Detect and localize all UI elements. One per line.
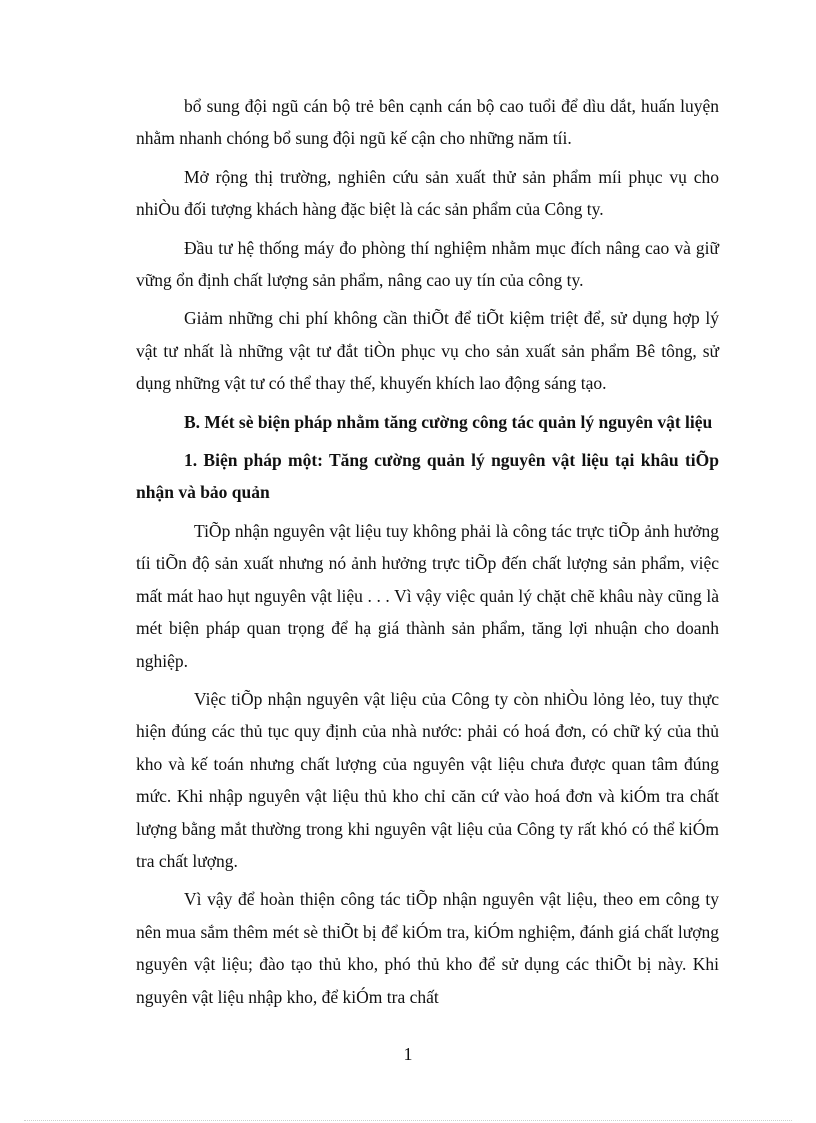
document-body (136, 90, 719, 1019)
paragraph-lab-investment: Đầu tư hệ thống máy đo phòng thí nghiệm nhằm mục đích nâng cao và giữ vững ổn định chất lượng sản phẩm, nâng cao uy tín của công ty. (136, 237, 719, 291)
section-heading: B. Mét sè biện pháp nhằm tăng cường công tác quản lý nguyên vật liệu (184, 411, 713, 432)
subsection-heading: 1. Biện pháp một: Tăng cường quản lý nguyên vật liệu tại khâu tiÕp nhận và bảo quản (136, 450, 719, 503)
paragraph-receiving-issues: Việc tiÕp nhận nguyên vật liệu của Công ty còn nhiÒu lỏng lẻo, tuy thực hiện đúng các thủ tục quy định của nhà nước: phải có hoá đơn, có chữ ký của thủ kho và kế toán nhưng chất lượng của nguyên vật liệu chưa được quan tâm đúng mức. Khi nhập nguyên vật liệu thủ kho chỉ căn cứ vào hoá đơn và kiÓm tra chất lượng bằng mắt thường trong khi nguyên vật liệu của Công ty rất khó có thể kiÓm tra chất lượng. (136, 688, 719, 871)
page-number: 1 (403, 1044, 413, 1064)
paragraph-staff-development: bổ sung đội ngũ cán bộ trẻ bên cạnh cán bộ cao tuổi để dìu dắt, huấn luyện nhằm nhanh chóng bổ sung đội ngũ kế cận cho những năm tíi. (136, 96, 719, 149)
paragraph-material-receiving: TiÕp nhận nguyên vật liệu tuy không phải là công tác trực tiÕp ảnh hưởng tíi tiÕn độ sản xuất nhưng nó ảnh hưởng trực tiÕp đến chất lượng sản phẩm, việc mất mát hao hụt nguyên vật liệu . . . Vì vậy việc quản lý chặt chẽ khâu này cũng là mét biện pháp quan trọng để hạ giá thành sản phẩm, tăng lợi nhuận cho doanh nghiệp. (136, 520, 719, 671)
paragraph-market-expansion: Mở rộng thị trường, nghiên cứu sản xuất thử sản phẩm míi phục vụ cho nhiÒu đối tượng khách hàng đặc biệt là các sản phẩm của Công ty. (136, 166, 719, 220)
paragraph-improvement-proposal: Vì vậy để hoàn thiện công tác tiÕp nhận nguyên vật liệu, theo em công ty nên mua sắm thêm mét sè thiÕt bị để kiÓm tra, kiÓm nghiệm, đánh giá chất lượng nguyên vật liệu; đào tạo thủ kho, phó thủ kho để sử dụng các thiÕt bị này. Khi nguyên vật liệu nhập kho, để kiÓm tra chất (136, 889, 719, 1007)
paragraph-cost-reduction: Giảm những chi phí không cần thiÕt để tiÕt kiệm triệt để, sử dụng hợp lý vật tư nhất là những vật tư đắt tiÒn phục vụ cho sản xuất sản phẩm Bê tông, sử dụng những vật tư có thể thay thế, khuyến khích lao động sáng tạo. (136, 308, 719, 394)
page-bottom-divider (24, 1120, 792, 1121)
